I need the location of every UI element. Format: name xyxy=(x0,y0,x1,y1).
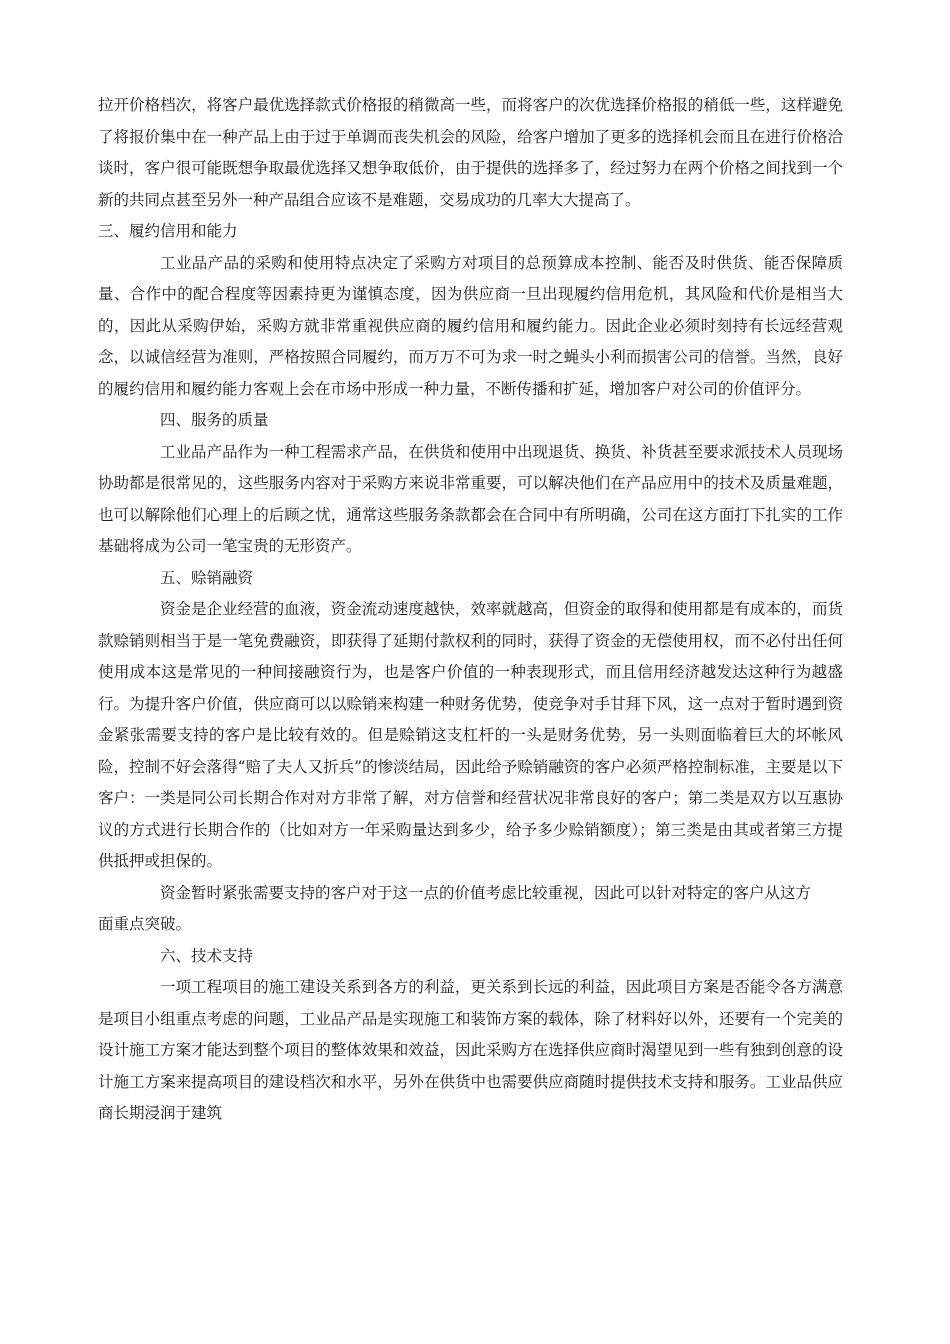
heading-section-5: 五、赊销融资 xyxy=(160,568,254,587)
paragraph-service-quality: 工业品产品作为一种工程需求产品，在供货和使用中出现退货、换货、补货甚至要求派技术人员现场协助都是很常见的，这些服务内容对于采购方来说非常重要，可以解决他们在产品应用中的技术及质量难题，也可以解除他们心理上的后顾之忧，通常这些服务条款都会在合同中有所明确，公司在这方面打下扎实的工作基础将成为公司一笔宝贵的无形资产。 xyxy=(98,442,843,555)
paragraph-financing-note-continued: 面重点突破。 xyxy=(98,915,192,933)
paragraph-credit-financing: 资金是企业经营的血液，资金流动速度越快，效率就越高，但资金的取得和使用都是有成本的，而货款赊销则相当于是一笔免费融资，即获得了延期付款权利的同时，获得了资金的无偿使用权，而不必付出任何使用成本这是常见的一种间接融资行为，也是客户价值的一种表现形式，而且信用经济越发达这种行为越盛行。为提升客户价值，供应商可以以赊销来构建一种财务优势，使竞争对手甘拜下风，这一点对于暂时遇到资金紧张需要支持的客户是比较有效的。但是赊销这支杠杆的一头是财务优势，另一头则面临着巨大的坏帐风险，控制不好会落得“赔了夫人又折兵”的惨淡结局，因此给予赊销融资的客户必须严格控制标准，主要是以下客户：一类是同公司长期合作对对方非常了解，对方信誉和经营状况非常良好的客户；第二类是双方以互惠协议的方式进行长期合作的（比如对方一年采购量达到多少，给予多少赊销额度）；第三类是由其或者第三方提供抵押或担保的。 xyxy=(98,600,843,870)
document-page xyxy=(98,90,843,1130)
paragraph-technical-support: 一项工程项目的施工建设关系到各方的利益，更关系到长远的利益，因此项目方案是否能令各方满意是项目小组重点考虑的问题，工业品产品是实现施工和装饰方案的载体，除了材料好以外，还要有一个完美的设计施工方案才能达到整个项目的整体效果和效益，因此采购方在选择供应商时渴望见到一些有独到创意的设计施工方案来提高项目的建设档次和水平，另外在供货中也需要供应商随时提供技术支持和服务。工业品供应商长期浸润于建筑 xyxy=(98,978,843,1122)
heading-section-3: 三、履约信用和能力 xyxy=(98,222,238,240)
heading-section-6: 六、技术支持 xyxy=(160,946,254,965)
paragraph-contract-credit: 工业品产品的采购和使用特点决定了采购方对项目的总预算成本控制、能否及时供货、能否保障质量、合作中的配合程度等因素持更为谨慎态度，因为供应商一旦出现履约信用危机，其风险和代价是相当大的，因此从采购伊始，采购方就非常重视供应商的履约信用和履约能力。因此企业必须时刻持有长远经营观念，以诚信经营为准则，严格按照合同履约，而万万不可为求一时之蝇头小利而损害公司的信誉。当然，良好的履约信用和履约能力客观上会在市场中形成一种力量，不断传播和扩延，增加客户对公司的价值评分。 xyxy=(98,253,843,398)
paragraph-price-tiers: 拉开价格档次，将客户最优选择款式价格报的稍微高一些，而将客户的次优选择价格报的稍低一些，这样避免了将报价集中在一种产品上由于过于单调而丧失机会的风险，给客户增加了更多的选择机会而且在进行价格洽谈时，客户很可能既想争取最优选择又想争取低价，由于提供的选择多了，经过努力在两个价格之间找到一个新的共同点甚至另外一种产品组合应该不是难题，交易成功的几率大大提高了。 xyxy=(98,96,843,209)
paragraph-financing-note: 资金暂时紧张需要支持的客户对于这一点的价值考虑比较重视，因此可以针对特定的客户从这方 xyxy=(160,883,812,902)
heading-section-4: 四、服务的质量 xyxy=(160,411,269,429)
